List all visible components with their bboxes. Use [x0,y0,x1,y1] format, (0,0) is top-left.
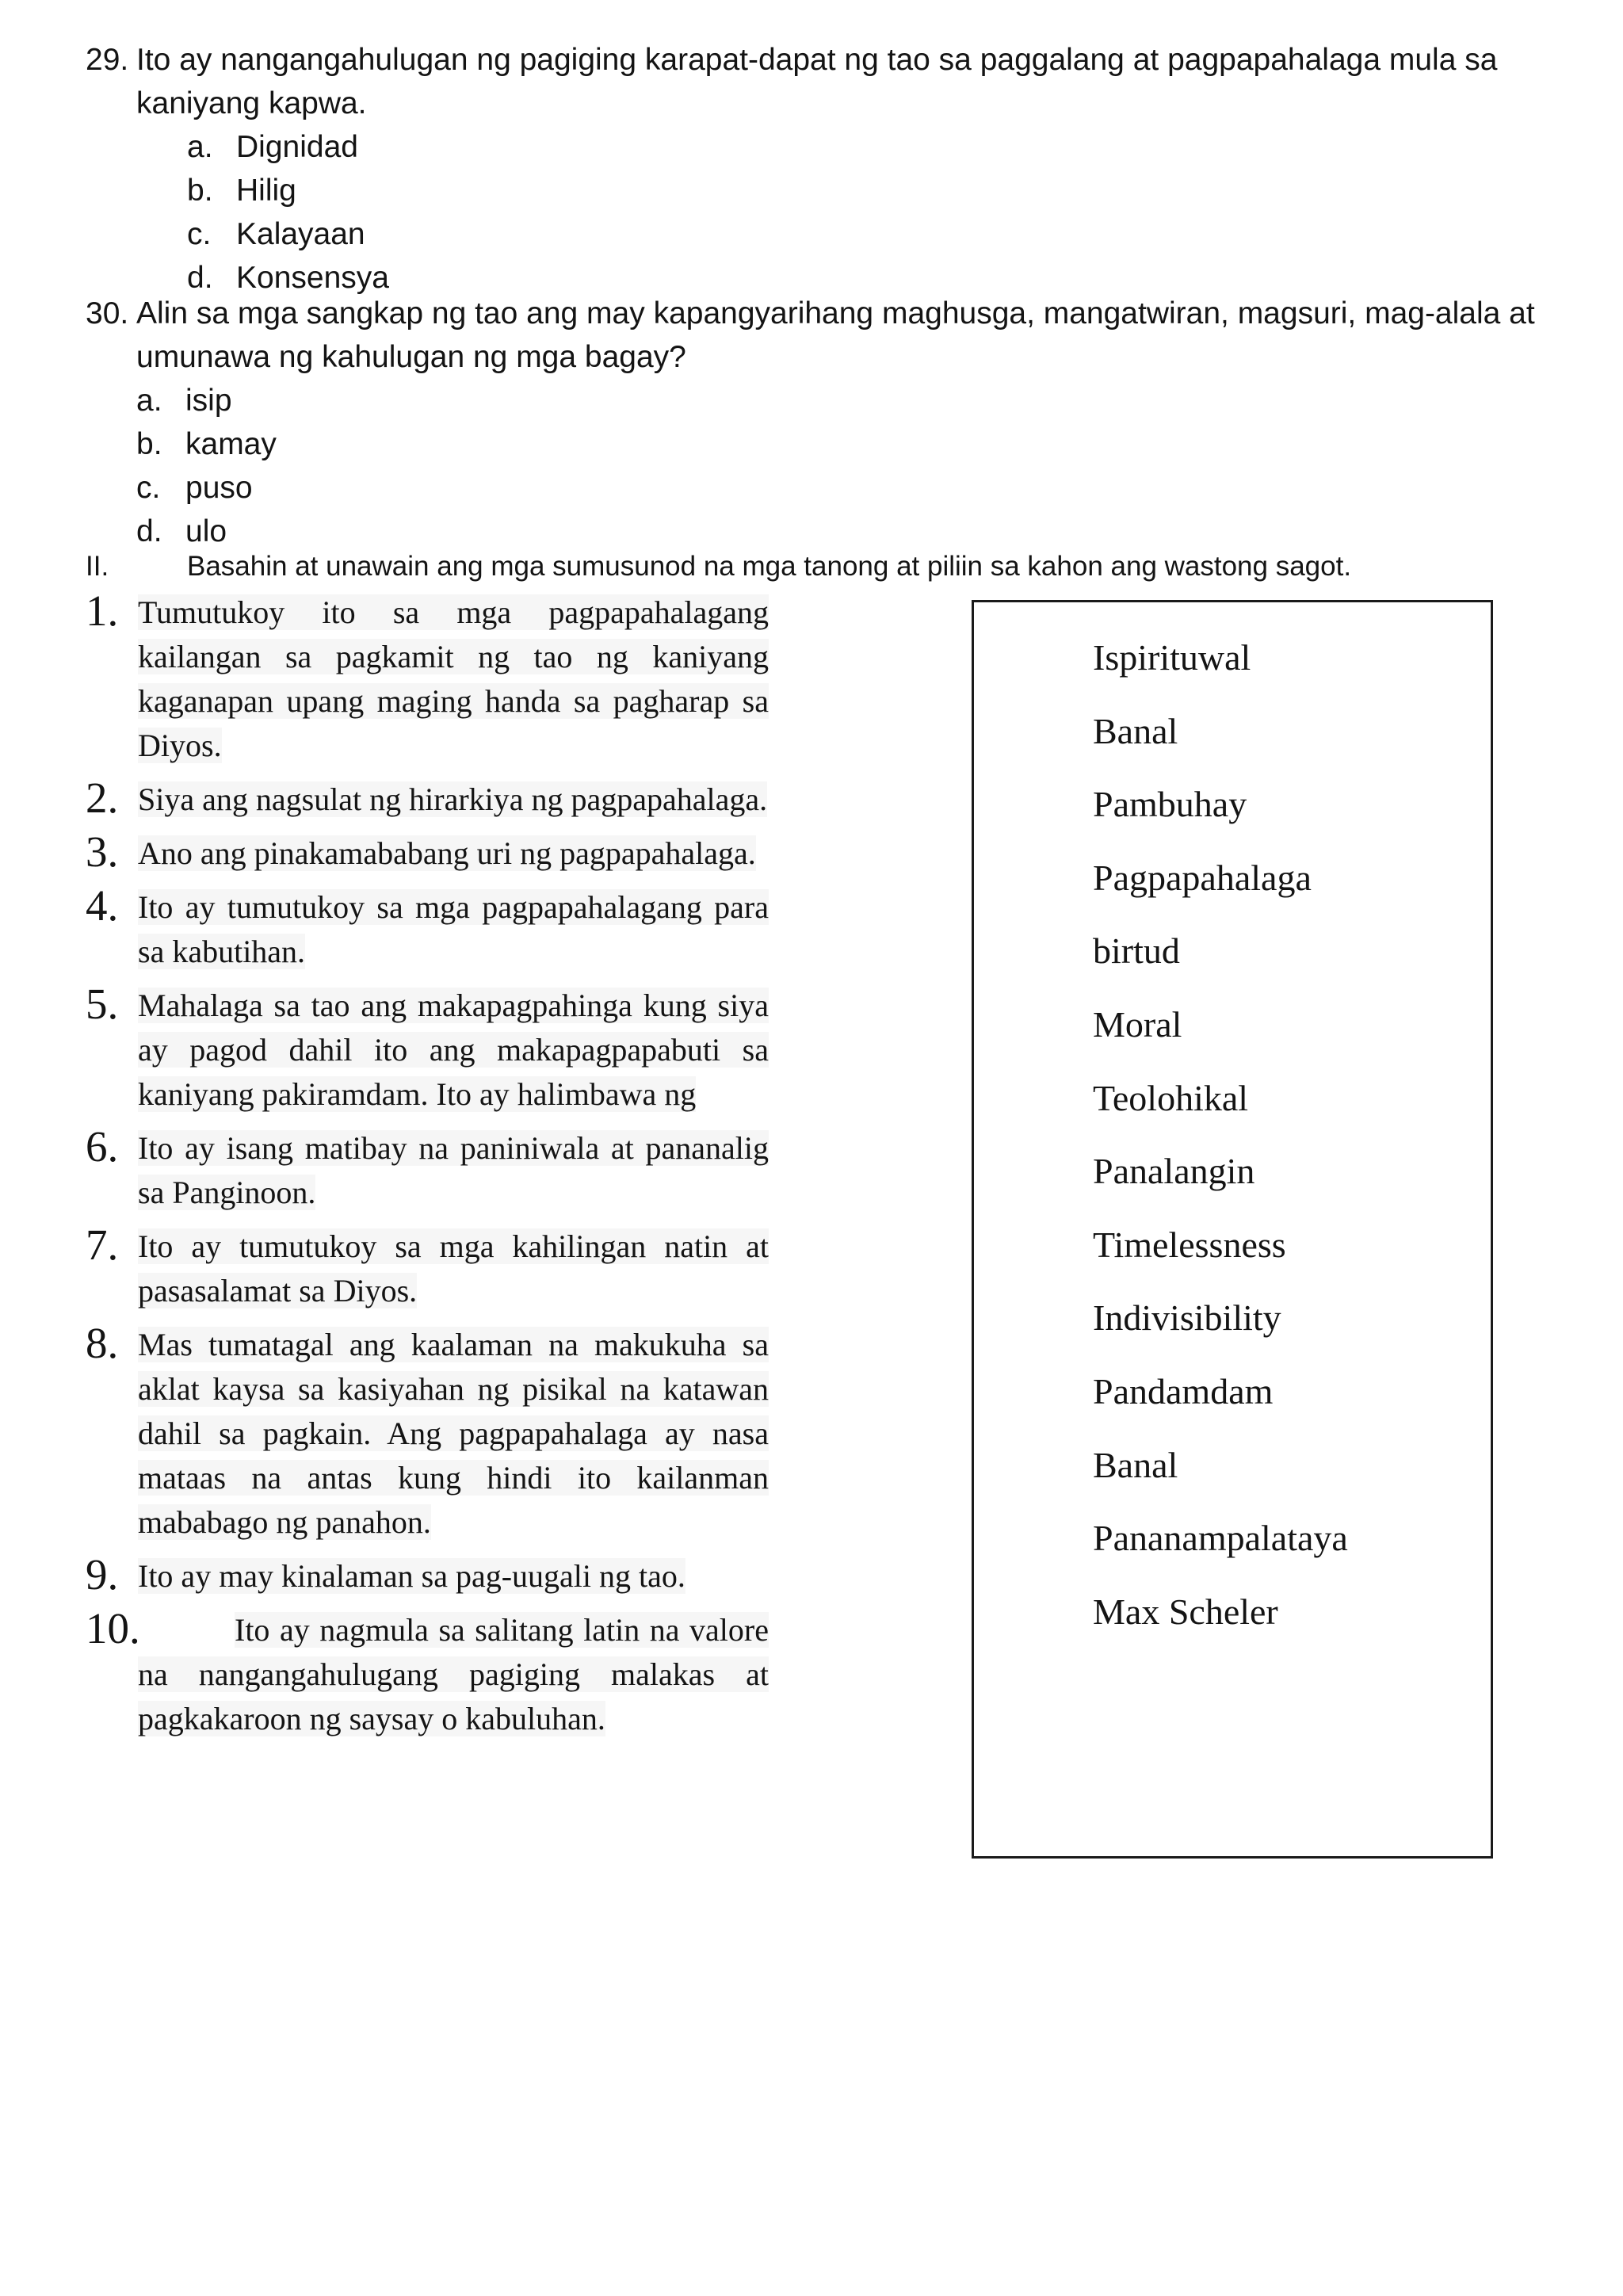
item-4 [86,881,769,974]
item-text: Ito ay tumutukoy sa mga kahilingan natin at pasasalamat sa Diyos. [138,1228,769,1308]
item-text: Ito ay may kinalaman sa pag-uugali ng tao. [138,1558,685,1594]
choice-text: ulo [185,514,227,548]
item-number: 4. [86,881,119,930]
answer-option: Pagpapahalaga [1093,857,1312,898]
answer-option: Teolohikal [1093,1077,1249,1118]
item-text: Tumutukoy ito sa mga pagpapahalagang kailangan sa pagkamit ng tao ng kaniyang kaganapan upang maging handa sa pagharap sa Diyos. [138,594,769,763]
question-number: 30. [86,296,129,330]
item-number: 2. [86,774,119,822]
choice-letter: c. [136,471,161,505]
item-number: 1. [86,586,119,635]
choice-b [136,422,1599,466]
choice-letter: b. [187,174,213,208]
choice-a [187,125,1599,169]
answer-option: Timelessness [1093,1224,1286,1265]
item-text: Ano ang pinakamababang uri ng pagpapahalaga. [138,835,756,871]
choice-text: Kalayaan [236,217,365,251]
answer-list [974,602,1491,1648]
identification-items [86,586,769,1751]
item-7 [86,1221,769,1313]
choice-text: Konsensya [236,261,389,295]
answer-option: Moral [1093,1003,1182,1045]
answer-option: Pambuhay [1093,784,1247,825]
item-text: Ito ay isang matibay na paniniwala at pananalig sa Panginoon. [138,1130,769,1210]
section-instruction: Basahin at unawain ang mga sumusunod na mga tanong at piliin sa kahon ang wastong sagot. [187,551,1352,582]
item-number: 9. [86,1550,119,1599]
question-29 [86,38,1599,300]
answer-option: Indivisibility [1093,1297,1281,1339]
answer-option: Banal [1093,710,1178,751]
item-10 [86,1604,769,1741]
choice-letter: c. [187,217,212,251]
choice-text: kamay [185,427,277,461]
item-number: 6. [86,1122,119,1171]
question-text: Alin sa mga sangkap ng tao ang may kapangyarihang maghusga, mangatwiran, magsuri, mag-alala at umunawa ng kahulugan ng mga bagay? [136,296,1535,374]
answer-option: Pananampalataya [1093,1518,1348,1559]
item-6 [86,1122,769,1215]
item-8 [86,1319,769,1545]
choice-a [136,379,1599,422]
answer-choices-box [972,600,1493,1859]
question-number: 29. [86,43,129,77]
choice-letter: a. [136,384,162,418]
answer-option: Ispirituwal [1093,637,1251,678]
question-30-stem [86,292,1599,379]
item-text: Ito ay tumutukoy sa mga pagpapahalagang para sa kabutihan. [138,889,769,969]
item-2 [86,774,769,822]
item-5 [86,980,769,1117]
answer-option: Panalangin [1093,1151,1255,1192]
choice-text: puso [185,471,253,505]
item-text: Siya ang nagsulat ng hirarkiya ng pagpapahalaga. [138,781,768,817]
item-number: 3. [86,827,119,876]
choice-b [187,169,1599,212]
item-number: 5. [86,980,119,1028]
answer-option: Pandamdam [1093,1370,1274,1412]
item-number: 8. [86,1319,119,1367]
item-1 [86,586,769,768]
choice-list [86,125,1599,300]
choice-text: Hilig [236,174,296,208]
item-text: Ito ay nagmula sa salitang latin na valore na nangangahulugang pagiging malakas at pagkakaroon ng saysay o kabuluhan. [138,1612,769,1736]
choice-letter: d. [136,514,162,548]
question-text: Ito ay nangangahulugan ng pagiging karapat-dapat ng tao sa paggalang at pagpapahalaga mula sa kaniyang kapwa. [136,43,1498,120]
choice-letter: a. [187,130,213,164]
choice-list [86,379,1599,553]
answer-option: Banal [1093,1444,1178,1485]
item-number: 7. [86,1221,119,1269]
choice-letter: d. [187,261,213,295]
question-30 [86,292,1599,553]
item-text: Mahalaga sa tao ang makapagpahinga kung siya ay pagod dahil ito ang makapagpapabuti sa kaniyang pakiramdam. Ito ay halimbawa ng [138,988,769,1112]
question-29-stem [86,38,1599,125]
choice-text: isip [185,384,232,418]
answer-option: Max Scheler [1093,1591,1278,1632]
item-text: Mas tumatagal ang kaalaman na makukuha sa aklat kaysa sa kasiyahan ng pisikal na katawan dahil sa pagkain. Ang pagpapahalaga ay nasa mataas na antas kung hindi ito kailanman mababago ng panahon. [138,1327,769,1540]
choice-c [136,466,1599,510]
choice-text: Dignidad [236,130,358,164]
item-9 [86,1550,769,1599]
item-number: 10. [86,1604,140,1652]
choice-letter: b. [136,427,162,461]
choice-c [187,212,1599,256]
answer-option: birtud [1093,930,1180,972]
item-3 [86,827,769,876]
section-numeral: II. [86,551,109,582]
